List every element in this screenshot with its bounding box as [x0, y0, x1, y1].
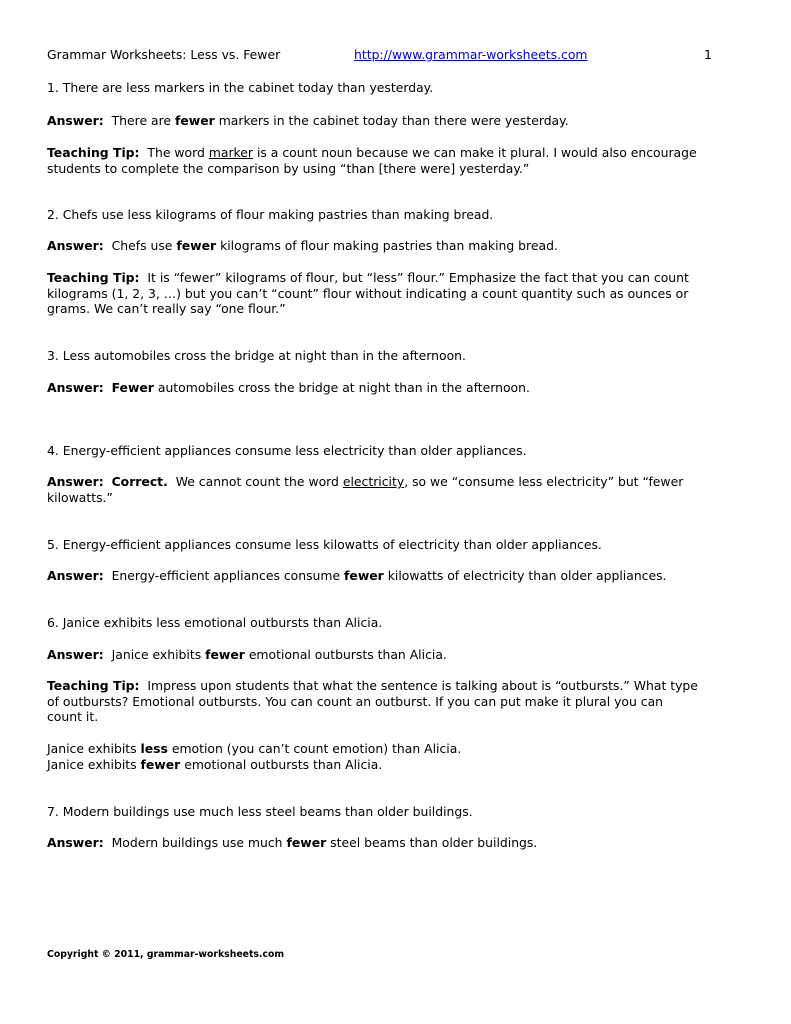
- header-title: Grammar Worksheets: Less vs. Fewer: [47, 47, 281, 62]
- answer-label: Answer:: [47, 568, 104, 583]
- tip-label: Teaching Tip:: [47, 270, 140, 285]
- answer-label: Answer:: [47, 474, 104, 489]
- page-number: 1: [704, 47, 712, 62]
- tip-label: Teaching Tip:: [47, 678, 140, 693]
- examples-6: [47, 741, 747, 772]
- answer-2: Answer: Chefs use fewer kilograms of flour making pastries than making bread.: [47, 238, 558, 253]
- question-4: 4. Energy-efficient appliances consume less electricity than older appliances.: [47, 443, 527, 458]
- question-6: 6. Janice exhibits less emotional outbursts than Alicia.: [47, 615, 383, 630]
- question-3: 3. Less automobiles cross the bridge at night than in the afternoon.: [47, 348, 466, 363]
- answer-label: Answer:: [47, 238, 104, 253]
- header-link[interactable]: http://www.grammar-worksheets.com: [354, 47, 588, 62]
- answer-label: Answer:: [47, 835, 104, 850]
- answer-7: Answer: Modern buildings use much fewer steel beams than older buildings.: [47, 835, 538, 850]
- tip-label: Teaching Tip:: [47, 145, 140, 160]
- answer-label: Answer:: [47, 113, 104, 128]
- answer-label: Answer:: [47, 380, 104, 395]
- example-line: Janice exhibits less emotion (you can’t count emotion) than Alicia.: [47, 741, 462, 756]
- answer-1: Answer: There are fewer markers in the cabinet today than there were yesterday.: [47, 113, 569, 128]
- teaching-tip-2: Teaching Tip: It is “fewer” kilograms of flour, but “less” flour.” Emphasize the fact that you can count kilograms (1, 2, 3, …) but you can’t “count” flour without indicating a count quantity such as ounces or grams. We can’t really say “one flour.”: [47, 270, 689, 316]
- example-line: Janice exhibits fewer emotional outbursts than Alicia.: [47, 756, 383, 772]
- question-1: 1. There are less markers in the cabinet today than yesterday.: [47, 80, 434, 95]
- answer-3: Answer: Fewer automobiles cross the bridge at night than in the afternoon.: [47, 380, 530, 395]
- question-2: 2. Chefs use less kilograms of flour making pastries than making bread.: [47, 207, 494, 222]
- copyright-footer: Copyright © 2011, grammar-worksheets.com: [47, 949, 285, 960]
- answer-6: Answer: Janice exhibits fewer emotional outbursts than Alicia.: [47, 647, 447, 662]
- answer-5: Answer: Energy-efficient appliances consume fewer kilowatts of electricity than older appliances.: [47, 568, 667, 583]
- question-7: 7. Modern buildings use much less steel beams than older buildings.: [47, 804, 473, 819]
- teaching-tip-6: Teaching Tip: Impress upon students that what the sentence is talking about is “outbursts.” What type of outbursts? Emotional outbursts. You can count an outburst. If you can put make it plural you can count it.: [47, 678, 698, 724]
- answer-4: Answer: Correct. We cannot count the word electricity, so we “consume less electricity” but “fewer kilowatts.”: [47, 474, 684, 505]
- answer-label: Answer:: [47, 647, 104, 662]
- question-5: 5. Energy-efficient appliances consume less kilowatts of electricity than older appliances.: [47, 537, 602, 552]
- teaching-tip-1: Teaching Tip: The word marker is a count noun because we can make it plural. I would also encourage students to complete the comparison by using “than [there were] yesterday.”: [47, 145, 697, 176]
